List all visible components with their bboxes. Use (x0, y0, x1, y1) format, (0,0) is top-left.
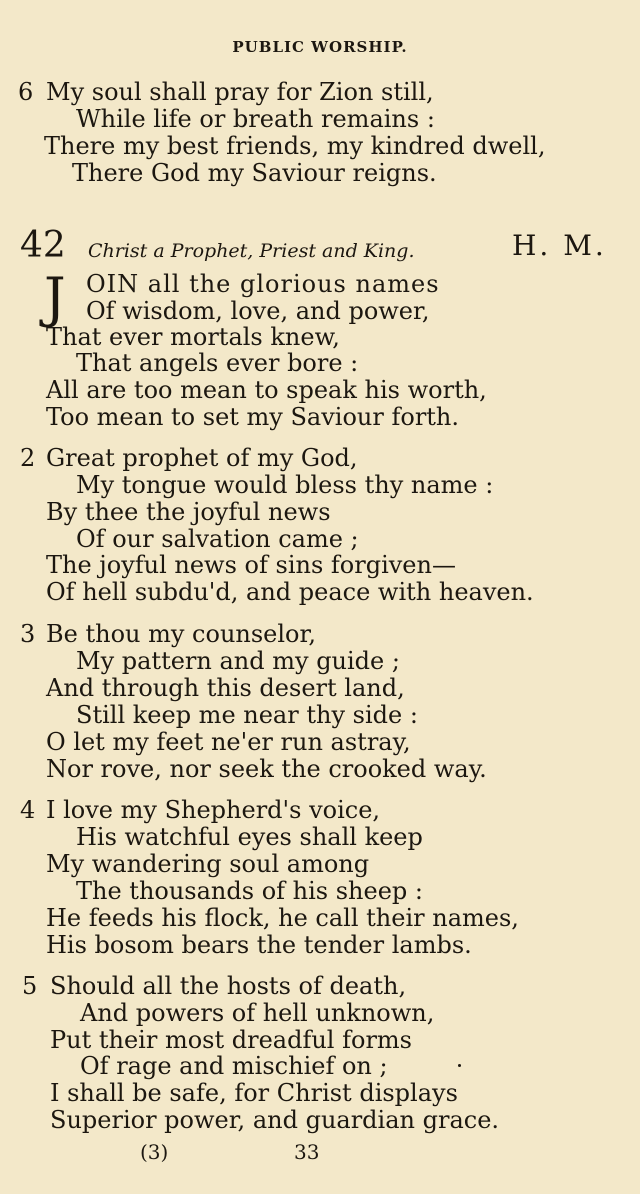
verse-line: And through this desert land, (46, 674, 405, 702)
verse-line: My wandering soul among (46, 850, 370, 878)
stanza-number: 2 (20, 444, 36, 472)
verse-line: My tongue would bless thy name : (76, 471, 494, 499)
verse-line: The thousands of his sheep : (76, 877, 423, 905)
verse-line: My pattern and my guide ; (76, 647, 400, 675)
hymn-meter: H. M. (512, 229, 607, 262)
drop-cap: J (44, 266, 66, 329)
verse-line: Of wisdom, love, and power, (86, 297, 430, 325)
stanza-number: 6 (18, 78, 34, 106)
verse-line: Put their most dreadful forms (50, 1026, 412, 1054)
printing-speck (458, 1064, 461, 1067)
verse-line: Of hell subdu'd, and peace with heaven. (46, 578, 534, 606)
stanza-number: 3 (20, 620, 36, 648)
hymn-number: 42 (20, 225, 66, 266)
stanza-number: 4 (20, 796, 36, 824)
verse-line: While life or breath remains : (76, 105, 435, 133)
verse-line: Of rage and mischief on ; (80, 1052, 388, 1080)
hymn-title: Christ a Prophet, Priest and King. (88, 240, 415, 262)
verse-line: O let my feet ne'er run astray, (46, 728, 411, 756)
verse-line: That ever mortals knew, (46, 323, 340, 351)
verse-line: Be thou my counselor, (46, 620, 316, 648)
verse-line: OIN all the glorious names (86, 270, 440, 298)
verse-line: There God my Saviour reigns. (72, 159, 437, 187)
verse-line: There my best friends, my kindred dwell, (44, 132, 546, 160)
page-number: 33 (294, 1140, 320, 1164)
verse-line: I love my Shepherd's voice, (46, 796, 381, 824)
verse-line: Still keep me near thy side : (76, 701, 418, 729)
verse-line: Too mean to set my Saviour forth. (46, 403, 460, 431)
verse-line: And powers of hell unknown, (80, 999, 435, 1027)
verse-line: The joyful news of sins forgiven— (46, 551, 456, 579)
stanza-number: 5 (22, 972, 38, 1000)
verse-line: Great prophet of my God, (46, 444, 358, 472)
running-head: PUBLIC WORSHIP. (232, 38, 408, 56)
verse-line: That angels ever bore : (76, 349, 359, 377)
verse-line: My soul shall pray for Zion still, (46, 78, 434, 106)
verse-line: Of our salvation came ; (76, 525, 359, 553)
verse-line: Should all the hosts of death, (50, 972, 407, 1000)
verse-line: He feeds his flock, he call their names, (46, 904, 519, 932)
verse-line: All are too mean to speak his worth, (46, 376, 487, 404)
verse-line: Superior power, and guardian grace. (50, 1106, 500, 1134)
verse-line: I shall be safe, for Christ displays (50, 1079, 458, 1107)
verse-line: By thee the joyful news (46, 498, 331, 526)
verse-line: His watchful eyes shall keep (76, 823, 423, 851)
verse-line: Nor rove, nor seek the crooked way. (46, 755, 487, 783)
signature-mark: (3) (140, 1140, 169, 1164)
verse-line: His bosom bears the tender lambs. (46, 931, 472, 959)
